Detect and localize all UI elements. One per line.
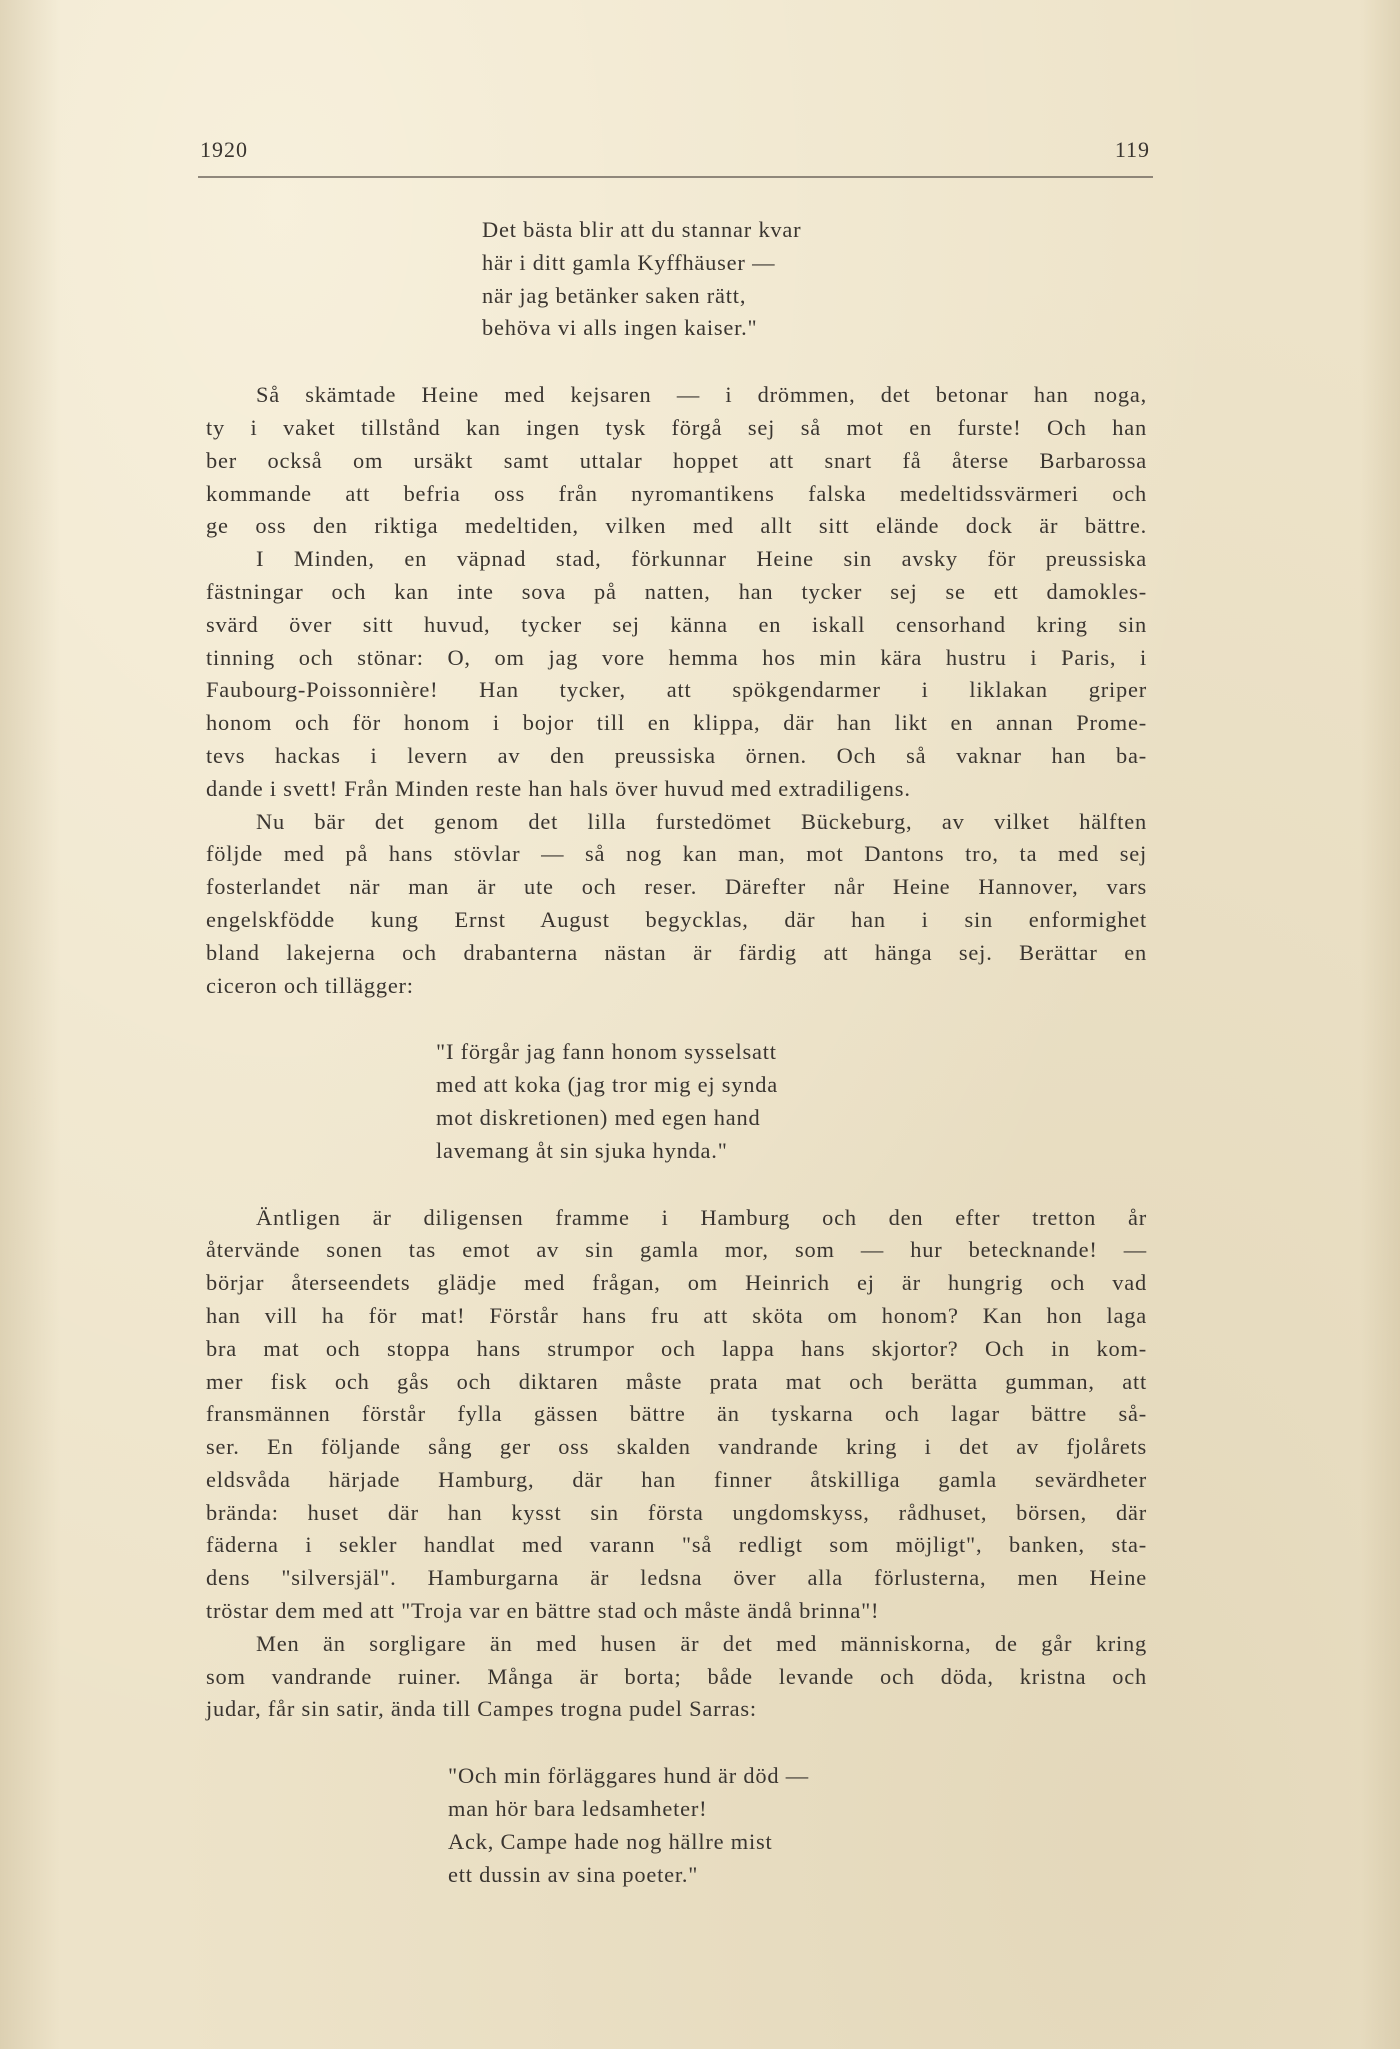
running-header	[200, 137, 1150, 177]
verse-line: Ack, Campe hade nog hällre mist	[448, 1828, 773, 1854]
text-line: Nu bär det genom det lilla furstedömet Bückeburg, av vilket hälften	[256, 808, 1147, 834]
text-line: återvände sonen tas emot av sin gamla mor, som — hur betecknande! —	[206, 1237, 1147, 1263]
text-line: ciceron och tillägger:	[206, 972, 414, 998]
page-edge-shadow-left	[0, 0, 60, 2049]
text-line: Men än sorgligare än med husen är det med människorna, de går kring	[256, 1630, 1147, 1656]
text-line: kommande att befria oss från nyromantikens falska medeltidssvärmeri och	[206, 480, 1147, 506]
text-line: svärd över sitt huvud, tycker sej känna en iskall censorhand kring sin	[206, 611, 1147, 637]
text-line: dens "silversjäl". Hamburgarna är ledsna över alla förlusterna, men Heine	[206, 1565, 1147, 1591]
text-line: fäderna i sekler handlat med varann "så redligt som möjligt", banken, sta-	[206, 1532, 1147, 1558]
text-line: engelskfödde kung Ernst August begycklas, där han i sin enformighet	[206, 906, 1147, 932]
verse-line: Det bästa blir att du stannar kvar	[482, 217, 802, 242]
paragraph-heine-kejsaren	[206, 379, 1147, 543]
text-line: Faubourg-Poissonnière! Han tycker, att spökgendarmer i liklakan griper	[206, 677, 1147, 703]
verse-campe	[206, 1760, 1147, 1891]
paragraph-hamburg	[206, 1202, 1147, 1628]
text-line: tevs hackas i levern av den preussiska örnen. Och så vaknar han ba-	[206, 742, 1147, 768]
verse-kyffhauser	[206, 214, 1147, 345]
verse-line: "I förgår jag fann honom sysselsatt	[436, 1039, 777, 1065]
text-line: bra mat och stoppa hans strumpor och lappa hans skjortor? Och in kom-	[206, 1335, 1147, 1361]
paragraph-minden	[206, 543, 1147, 805]
text-line: följde med på hans stövlar — så nog kan man, mot Dantons tro, ta med sej	[206, 841, 1147, 867]
verse-line: "Och min förläggares hund är död —	[448, 1763, 809, 1789]
page-number: 119	[1114, 137, 1150, 162]
verse-line: ett dussin av sina poeter."	[448, 1861, 699, 1887]
text-line: mer fisk och gås och diktaren måste prata mat och berätta gumman, att	[206, 1368, 1147, 1394]
text-line: han vill ha för mat! Förstår hans fru att sköta om honom? Kan hon laga	[206, 1302, 1147, 1328]
text-line: ser. En följande sång ger oss skalden vandrande kring i det av fjolårets	[206, 1434, 1147, 1460]
text-line: Äntligen är diligensen framme i Hamburg och den efter tretton år	[256, 1204, 1147, 1230]
text-line: Så skämtade Heine med kejsaren — i drömmen, det betonar han noga,	[256, 382, 1147, 408]
page-body	[206, 214, 1147, 1891]
text-line: ge oss den riktiga medeltiden, vilken med allt sitt elände dock är bättre.	[206, 513, 1147, 539]
verse-line: när jag betänker saken rätt,	[482, 282, 747, 308]
header-year: 1920	[200, 137, 248, 162]
text-line: fosterlandet när man är ute och reser. Därefter når Heine Hannover, vars	[206, 874, 1147, 900]
page-edge-shadow-right	[1360, 0, 1400, 2049]
text-line: tröstar dem med att "Troja var en bättre stad och måste ändå brinna"!	[206, 1598, 880, 1624]
text-line: dande i svett! Från Minden reste han hals över huvud med extradiligens.	[206, 775, 911, 801]
paragraph-manniskorna	[206, 1628, 1147, 1726]
text-line: honom och för honom i bojor till en klippa, där han likt en annan Prome-	[206, 710, 1147, 736]
verse-line: man hör bara ledsamheter!	[448, 1796, 708, 1822]
text-line: brända: huset där han kysst sin första ungdomskyss, rådhuset, börsen, där	[206, 1499, 1147, 1525]
text-line: ber också om ursäkt samt uttalar hoppet att snart få återse Barbarossa	[206, 447, 1147, 473]
verse-line: mot diskretionen) med egen hand	[436, 1104, 761, 1130]
text-line: börjar återseendets glädje med frågan, om Heinrich ej är hungrig och vad	[206, 1270, 1147, 1296]
text-line: fästningar och kan inte sova på natten, han tycker sej se ett damokles-	[206, 578, 1147, 604]
text-line: ty i vaket tillstånd kan ingen tysk förgå sej så mot en furste! Och han	[206, 414, 1147, 440]
text-line: fransmännen förstår fylla gässen bättre än tyskarna och lagar bättre så-	[206, 1401, 1147, 1427]
text-line: judar, får sin satir, ända till Campes trogna pudel Sarras:	[206, 1696, 757, 1722]
verse-line: lavemang åt sin sjuka hynda."	[436, 1137, 728, 1163]
verse-line: med att koka (jag tror mig ej synda	[436, 1072, 779, 1098]
text-line: tinning och stönar: O, om jag vore hemma hos min kära hustru i Paris, i	[206, 644, 1147, 670]
verse-sysselsatt	[206, 1036, 1147, 1167]
text-line: I Minden, en väpnad stad, förkunnar Heine sin avsky för preussiska	[256, 546, 1147, 572]
paragraph-buckeburg	[206, 806, 1147, 1003]
text-line: eldsvåda härjade Hamburg, där han finner åtskilliga gamla sevärdheter	[206, 1466, 1147, 1492]
header-rule	[198, 176, 1153, 178]
verse-line: behöva vi alls ingen kaiser."	[482, 315, 758, 341]
text-line: bland lakejerna och drabanterna nästan är färdig att hänga sej. Berättar en	[206, 939, 1147, 965]
verse-line: här i ditt gamla Kyffhäuser —	[482, 249, 776, 275]
text-line: som vandrande ruiner. Många är borta; både levande och döda, kristna och	[206, 1663, 1147, 1689]
